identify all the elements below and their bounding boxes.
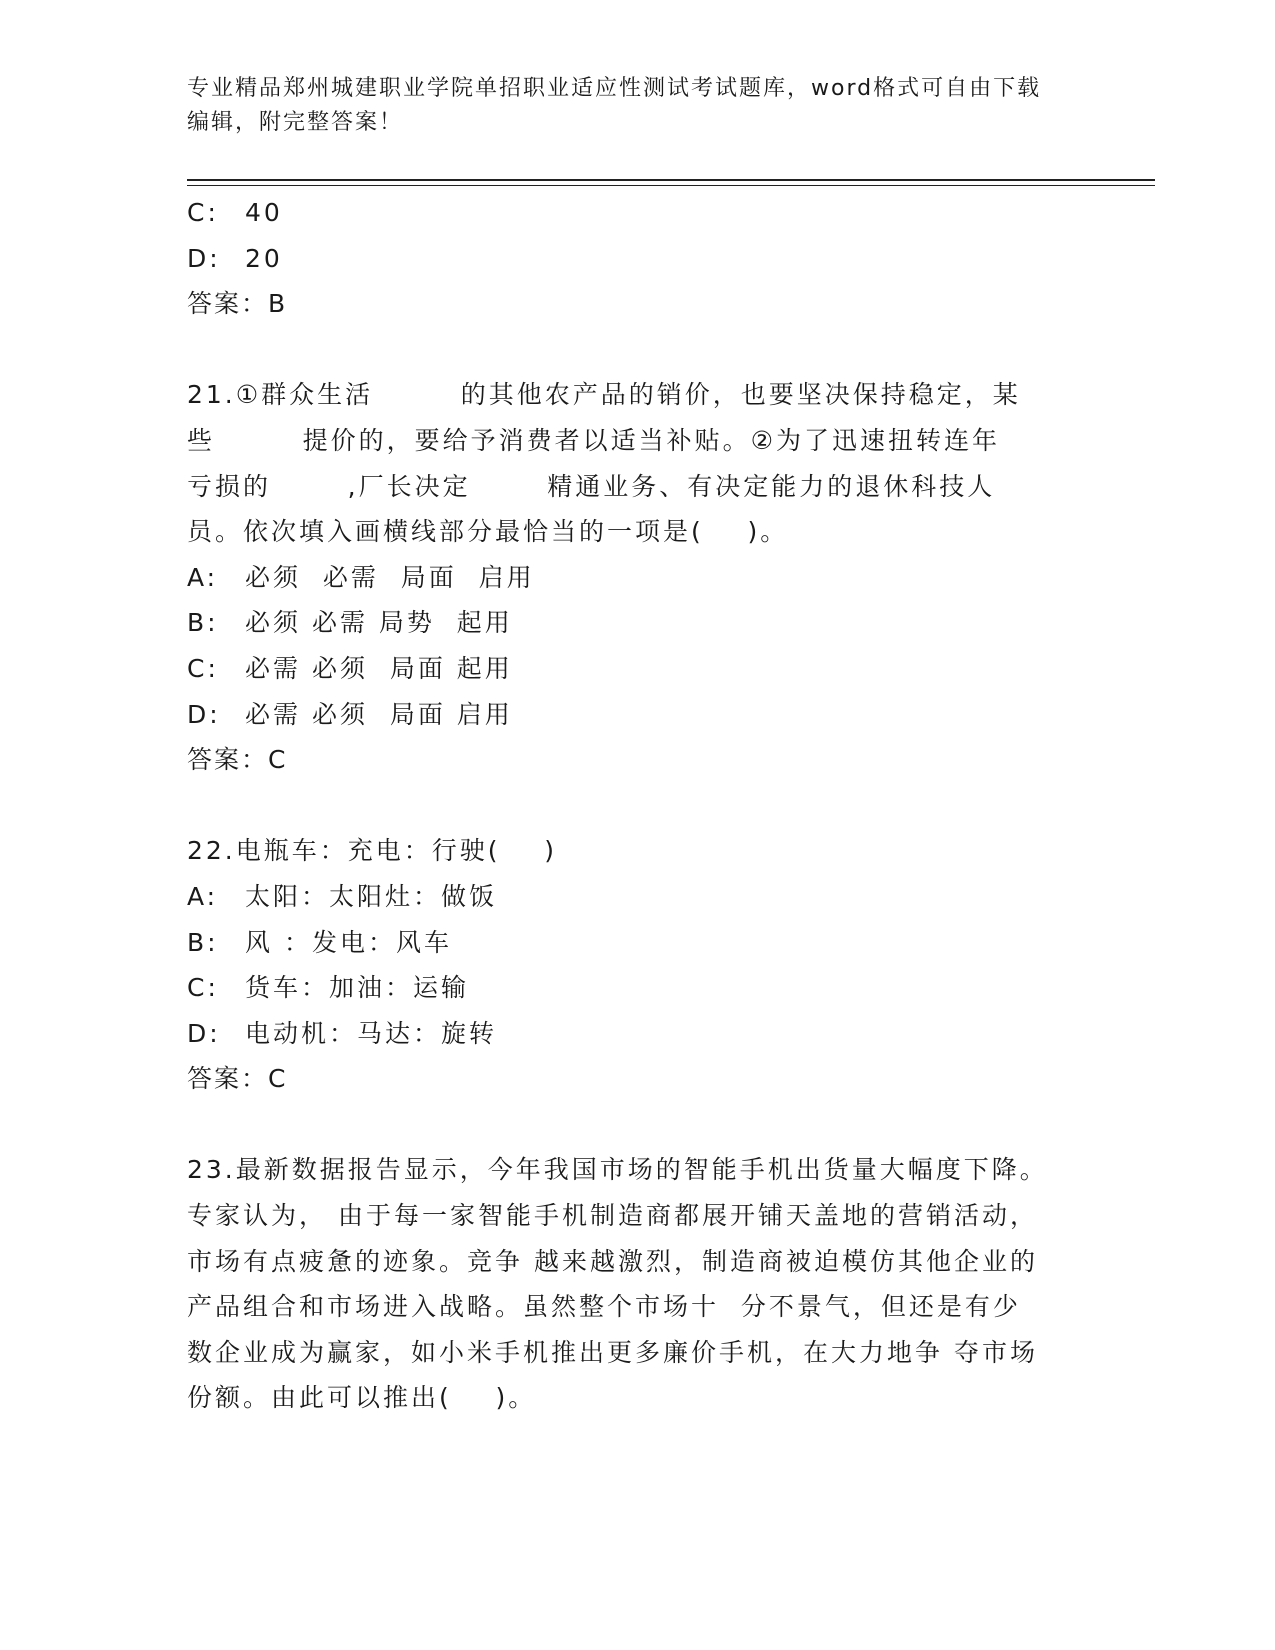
option-text: 电动机：马达：旋转 [245, 1018, 498, 1048]
question-text-line: 22.电瓶车：充电：行驶( ) [187, 836, 558, 866]
answer: 答案：C [187, 745, 288, 775]
option-d [187, 236, 1087, 282]
question-text-line: 专家认为， 由于每一家智能手机制造商都展开铺天盖地的营销活动， [187, 1201, 1038, 1231]
option-key: D: [187, 243, 221, 273]
option-a [187, 555, 1087, 601]
option-key: C: [187, 653, 219, 683]
option-text: 必须 必需 局势 起用 [245, 608, 513, 638]
question-text-line: 产品组合和市场进入战略。虽然整个市场十 分不景气，但还是有少 [187, 1292, 1021, 1322]
header-rule-thick [187, 179, 1155, 181]
question-text-line: 些 提价的，要给予消费者以适当补贴。②为了迅速扭转连年 [187, 425, 1000, 455]
option-text: 40 [245, 198, 283, 227]
option-text: 风 ：发电：风车 [245, 927, 452, 957]
option-text: 货车：加油：运输 [245, 973, 470, 1003]
option-text: 必需 必须 局面 启用 [245, 699, 513, 729]
question-20-tail [187, 190, 1087, 327]
question-text-line: 亏损的 ,厂长决定 精通业务、有决定能力的退休科技人 [187, 471, 996, 501]
question-23 [187, 1147, 1087, 1421]
option-d [187, 692, 1087, 738]
option-c [187, 646, 1087, 692]
question-text-line: 21.①群众生活 的其他农产品的销价，也要坚决保持稳定，某 [187, 380, 1021, 410]
option-d [187, 1011, 1087, 1057]
question-text-line: 员。依次填入画横线部分最恰当的一项是( )。 [187, 517, 789, 547]
header-line-1: 专业精品郑州城建职业学院单招职业适应性测试考试题库，word格式可自由下载 [187, 76, 1042, 101]
question-text-line: 市场有点疲惫的迹象。竞争 越来越激烈，制造商被迫模仿其他企业的 [187, 1246, 1038, 1276]
question-text-line: 23.最新数据报告显示，今年我国市场的智能手机出货量大幅度下降。 [187, 1155, 1048, 1185]
question-text-line: 数企业成为赢家，如小米手机推出更多廉价手机，在大力地争 夺市场 [187, 1337, 1038, 1367]
option-a [187, 874, 1087, 920]
option-key: C: [187, 198, 219, 227]
option-text: 太阳：太阳灶：做饭 [245, 881, 498, 911]
option-text: 必需 必须 局面 起用 [245, 653, 513, 683]
option-key: C: [187, 973, 219, 1003]
answer: 答案：C [187, 1064, 288, 1094]
option-b [187, 920, 1087, 966]
option-text: 20 [245, 243, 283, 273]
option-c [187, 965, 1087, 1011]
option-b [187, 600, 1087, 646]
option-text: 必须 必需 局面 启用 [245, 562, 535, 592]
option-key: D: [187, 1018, 221, 1048]
header-line-2: 编辑，附完整答案！ [187, 110, 404, 135]
option-key: A: [187, 562, 219, 592]
question-22 [187, 828, 1087, 1102]
question-text-line: 份额。由此可以推出( )。 [187, 1383, 537, 1413]
option-c [187, 190, 1087, 236]
option-key: B: [187, 927, 219, 957]
answer: 答案：B [187, 289, 288, 319]
header-rule-thin [187, 185, 1155, 186]
option-key: A: [187, 881, 219, 911]
question-21 [187, 372, 1087, 782]
document-header [187, 72, 1067, 140]
option-key: B: [187, 608, 219, 638]
option-key: D: [187, 699, 221, 729]
page-content [187, 190, 1087, 1421]
